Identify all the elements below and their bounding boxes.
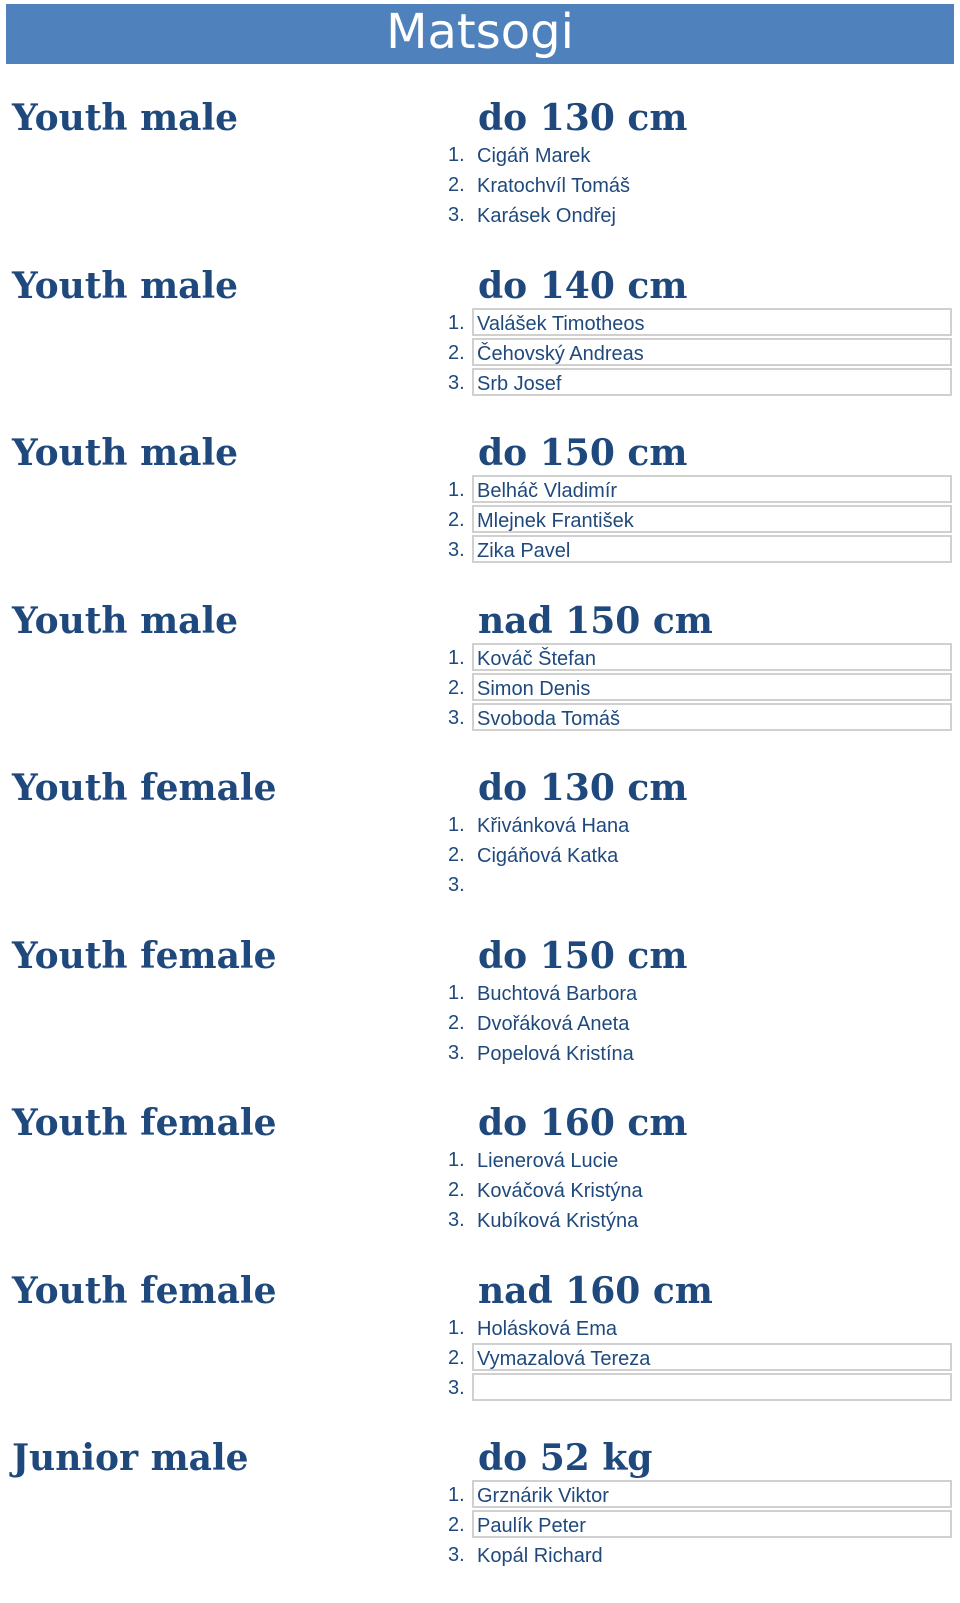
competitor-name xyxy=(472,870,952,898)
placement-row xyxy=(448,475,954,505)
placement-number: 1. xyxy=(448,144,465,166)
placement-row xyxy=(448,840,954,870)
competitor-name: Holásková Ema xyxy=(477,1318,618,1340)
placement-number: 2. xyxy=(448,1347,465,1369)
placement-row xyxy=(448,1145,954,1175)
category-heading: do 130 cm xyxy=(478,767,688,809)
competitor-name: Vymazalová Tereza xyxy=(472,1343,952,1371)
placement-number: 1. xyxy=(448,479,465,501)
category-heading: do 140 cm xyxy=(478,265,688,307)
result-section xyxy=(0,766,960,933)
competitor-name: Kratochvíl Tomáš xyxy=(477,175,631,197)
placement-row xyxy=(448,643,954,673)
placement-number: 1. xyxy=(448,982,465,1004)
age-group-label: Youth female xyxy=(12,1270,277,1312)
competitor-name: Valášek Timotheos xyxy=(472,308,952,336)
placement-row xyxy=(448,1205,954,1235)
category-heading: nad 150 cm xyxy=(478,600,713,642)
placement-row xyxy=(448,1480,954,1510)
placement-row xyxy=(448,1175,954,1205)
placement-number: 1. xyxy=(448,1484,465,1506)
result-section xyxy=(0,934,960,1101)
result-section xyxy=(0,96,960,263)
placement-number: 3. xyxy=(448,1209,465,1231)
competitor-name: Srb Josef xyxy=(472,368,952,396)
competitor-name: Paulík Peter xyxy=(472,1510,952,1538)
placement-row xyxy=(448,1510,954,1540)
placement-row xyxy=(448,535,954,565)
age-group-label: Youth male xyxy=(12,432,239,474)
result-section xyxy=(0,1101,960,1268)
competitor-name: Buchtová Barbora xyxy=(477,983,638,1005)
placement-row xyxy=(448,673,954,703)
placement-row xyxy=(448,308,954,338)
category-heading: do 130 cm xyxy=(478,97,688,139)
result-section xyxy=(0,431,960,598)
placement-number: 2. xyxy=(448,342,465,364)
competitor-name xyxy=(472,1373,952,1401)
placement-row xyxy=(448,1373,954,1403)
result-section xyxy=(0,264,960,431)
placement-number: 2. xyxy=(448,509,465,531)
competitor-name: Mlejnek František xyxy=(472,505,952,533)
placement-number: 1. xyxy=(448,312,465,334)
category-heading: do 52 kg xyxy=(478,1437,653,1479)
category-heading: do 150 cm xyxy=(478,935,688,977)
placement-row xyxy=(448,505,954,535)
competitor-name: Simon Denis xyxy=(472,673,952,701)
competitor-name: Dvořáková Aneta xyxy=(477,1013,630,1035)
placement-row xyxy=(448,1343,954,1373)
placement-number: 3. xyxy=(448,372,465,394)
category-heading: do 150 cm xyxy=(478,432,688,474)
placement-number: 2. xyxy=(448,677,465,699)
page-title: Matsogi xyxy=(6,4,954,64)
placement-number: 3. xyxy=(448,539,465,561)
placement-number: 3. xyxy=(448,1042,465,1064)
competitor-name: Karásek Ondřej xyxy=(477,205,616,227)
age-group-label: Youth male xyxy=(12,97,239,139)
competitor-name: Grznárik Viktor xyxy=(472,1480,952,1508)
placement-number: 3. xyxy=(448,204,465,226)
age-group-label: Junior male xyxy=(12,1437,249,1479)
competitor-name: Popelová Kristína xyxy=(477,1043,634,1065)
placement-number: 2. xyxy=(448,844,465,866)
placement-number: 3. xyxy=(448,707,465,729)
placement-number: 1. xyxy=(448,1149,465,1171)
placement-number: 1. xyxy=(448,1317,465,1339)
category-heading: do 160 cm xyxy=(478,1102,688,1144)
placement-row xyxy=(448,170,954,200)
placement-number: 3. xyxy=(448,874,465,896)
competitor-name: Kováčová Kristýna xyxy=(477,1180,643,1202)
competitor-name: Kubíková Kristýna xyxy=(477,1210,639,1232)
competitor-name: Čehovský Andreas xyxy=(472,338,952,366)
competitor-name: Lienerová Lucie xyxy=(477,1150,619,1172)
placement-row xyxy=(448,368,954,398)
placement-row xyxy=(448,1038,954,1068)
placement-row xyxy=(448,870,954,900)
placement-number: 1. xyxy=(448,647,465,669)
placement-number: 1. xyxy=(448,814,465,836)
age-group-label: Youth male xyxy=(12,265,239,307)
result-section xyxy=(0,599,960,766)
competitor-name: Křivánková Hana xyxy=(477,815,630,837)
competitor-name: Kováč Štefan xyxy=(472,643,952,671)
placement-row xyxy=(448,810,954,840)
placement-row xyxy=(448,1540,954,1570)
age-group-label: Youth female xyxy=(12,767,277,809)
placement-number: 2. xyxy=(448,174,465,196)
placement-row xyxy=(448,140,954,170)
competitor-name: Svoboda Tomáš xyxy=(472,703,952,731)
placement-row xyxy=(448,338,954,368)
placement-number: 2. xyxy=(448,1179,465,1201)
placement-number: 3. xyxy=(448,1544,465,1566)
competitor-name: Belháč Vladimír xyxy=(472,475,952,503)
competitor-name: Kopál Richard xyxy=(477,1545,603,1567)
result-section xyxy=(0,1436,960,1603)
placement-number: 2. xyxy=(448,1012,465,1034)
placement-number: 2. xyxy=(448,1514,465,1536)
placement-row xyxy=(448,200,954,230)
placement-row xyxy=(448,1313,954,1343)
competitor-name: Cigáňová Katka xyxy=(477,845,619,867)
placement-number: 3. xyxy=(448,1377,465,1399)
competitor-name: Cigáň Marek xyxy=(477,145,591,167)
category-heading: nad 160 cm xyxy=(478,1270,713,1312)
age-group-label: Youth male xyxy=(12,600,239,642)
placement-row xyxy=(448,703,954,733)
age-group-label: Youth female xyxy=(12,935,277,977)
placement-row xyxy=(448,978,954,1008)
placement-row xyxy=(448,1008,954,1038)
result-section xyxy=(0,1269,960,1436)
age-group-label: Youth female xyxy=(12,1102,277,1144)
competitor-name: Zika Pavel xyxy=(472,535,952,563)
